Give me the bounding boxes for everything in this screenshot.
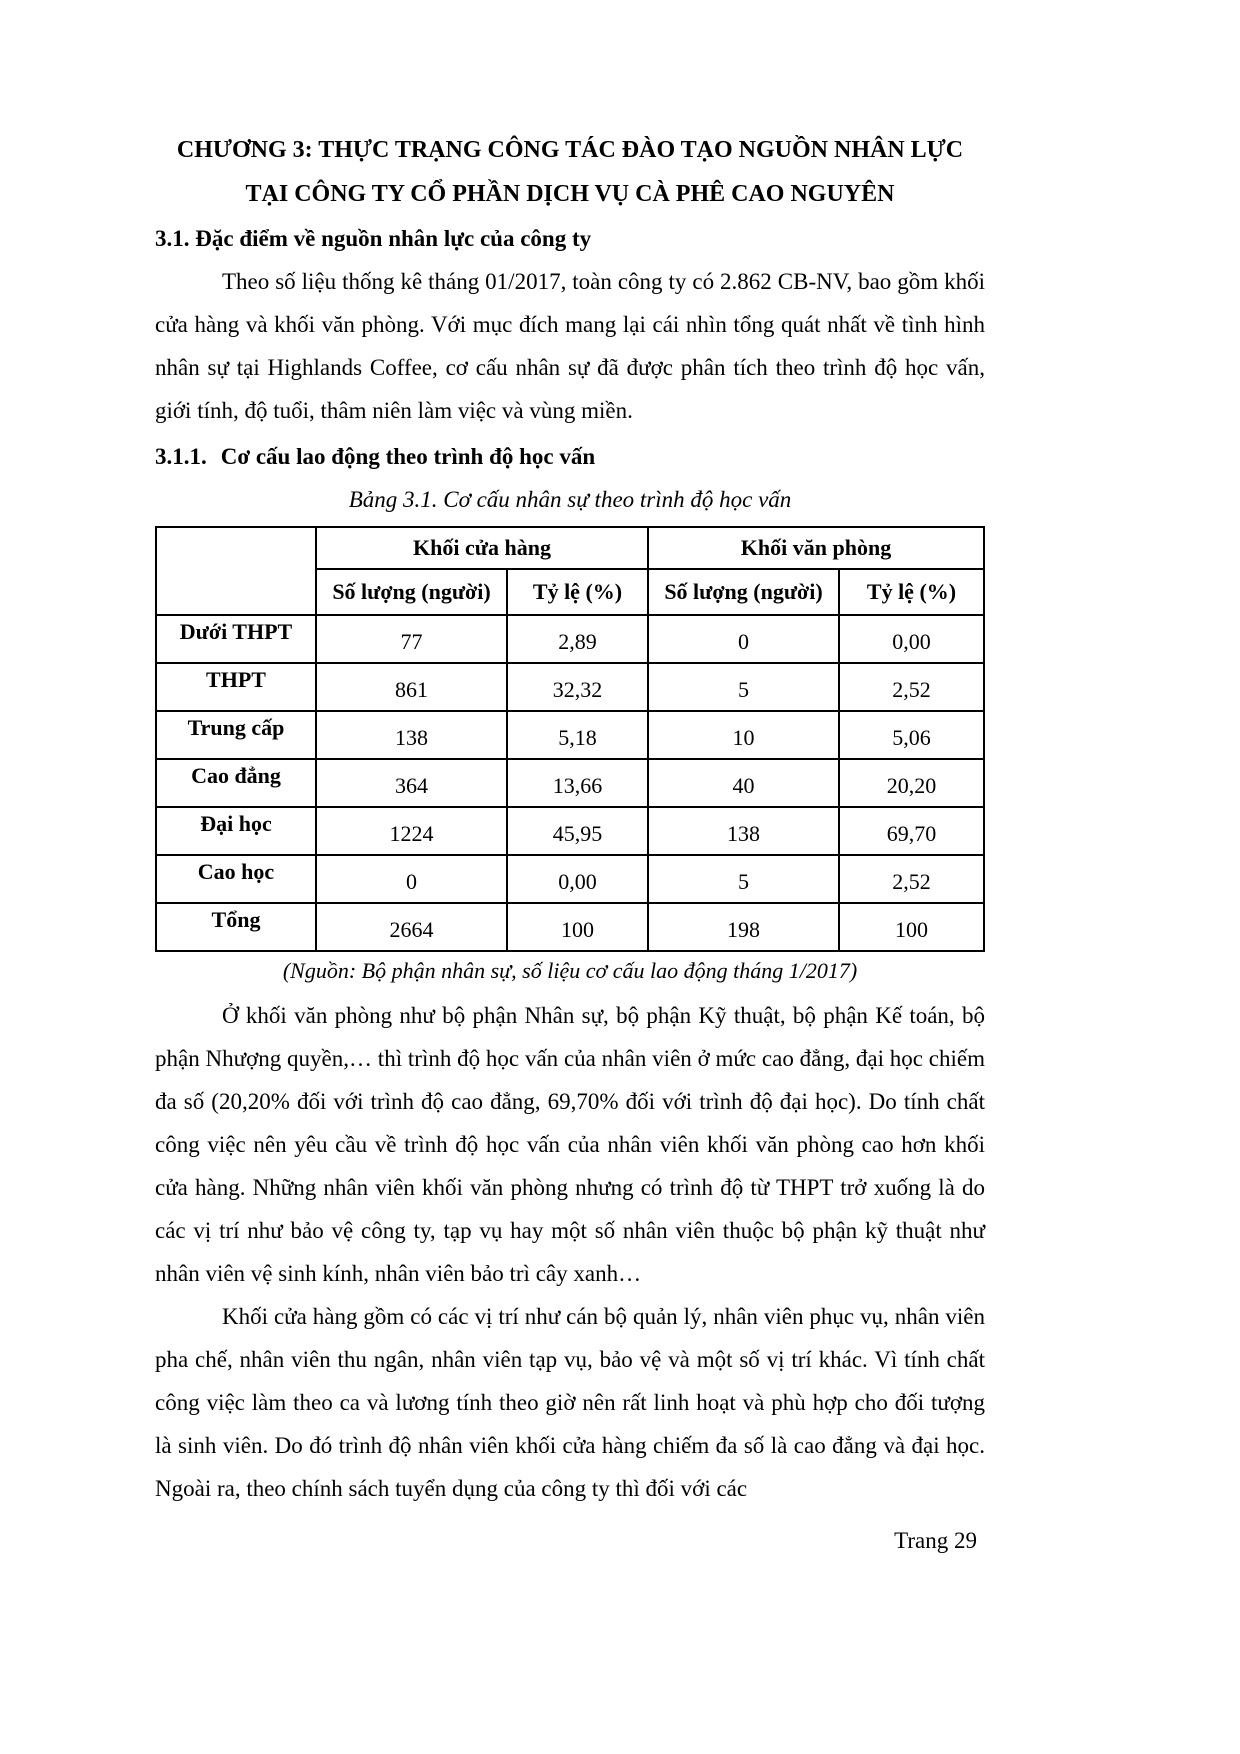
page-content [155,128,985,1554]
table-caption: Bảng 3.1. Cơ cấu nhân sự theo trình độ học vấn [348,487,792,512]
cell-value: 100 [507,903,648,951]
subsection-number: 3.1.1. [155,444,207,469]
cell-value: 32,32 [507,663,648,711]
col-header-office-count: Số lượng (người) [648,569,839,615]
cell-value: 69,70 [839,807,984,855]
table-source-note: (Nguồn: Bộ phận nhân sự, số liệu cơ cấu lao động tháng 1/2017) [282,958,858,983]
cell-value: 5,18 [507,711,648,759]
cell-value: 77 [316,615,507,663]
education-structure-table [155,526,985,952]
cell-value: 100 [839,903,984,951]
group-header-store: Khối cửa hàng [316,527,648,569]
cell-value: 0 [648,615,839,663]
table-row [156,855,984,903]
subsection-title: Cơ cấu lao động theo trình độ học vấn [220,444,596,469]
paragraph-3: Khối cửa hàng gồm có các vị trí như cán bộ quản lý, nhân viên phục vụ, nhân viên pha chế, nhân viên thu ngân, nhân viên tạp vụ, bảo vệ và một số vị trí khác. Vì tính chất công việc làm theo ca và lương tính theo giờ nên rất linh hoạt và phù hợp cho đối tượng là sinh viên. Do đó trình độ nhân viên khối cửa hàng chiếm đa số là cao đẳng và đại học. Ngoài ra, theo chính sách tuyển dụng của công ty thì đối với các [155,1304,985,1501]
table-corner-cell [156,527,316,615]
row-label: Dưới THPT [156,615,316,663]
cell-value: 5 [648,855,839,903]
cell-value: 0,00 [507,855,648,903]
table-row [156,807,984,855]
cell-value: 2,52 [839,663,984,711]
cell-value: 138 [648,807,839,855]
group-header-office: Khối văn phòng [648,527,984,569]
cell-value: 10 [648,711,839,759]
cell-value: 5 [648,663,839,711]
page-number: Trang 29 [894,1528,977,1553]
cell-value: 138 [316,711,507,759]
cell-value: 40 [648,759,839,807]
row-label: Tổng [156,903,316,951]
row-label: Trung cấp [156,711,316,759]
cell-value: 364 [316,759,507,807]
cell-value: 2,52 [839,855,984,903]
table-row [156,711,984,759]
cell-value: 13,66 [507,759,648,807]
chapter-title-line-1: CHƯƠNG 3: THỰC TRẠNG CÔNG TÁC ĐÀO TẠO NGUỒN NHÂN LỰC [176,137,964,163]
row-label: Cao học [156,855,316,903]
row-label: THPT [156,663,316,711]
table-row [156,759,984,807]
table-group-header-row [156,527,984,569]
cell-value: 1224 [316,807,507,855]
row-label: Đại học [156,807,316,855]
cell-value: 2,89 [507,615,648,663]
paragraph-2: Ở khối văn phòng như bộ phận Nhân sự, bộ phận Kỹ thuật, bộ phận Kế toán, bộ phận Nhượng quyền,… thì trình độ học vấn của nhân viên ở mức cao đẳng, đại học chiếm đa số (20,20% đối với trình độ cao đẳng, 69,70% đối với trình độ đại học). Do tính chất công việc nên yêu cầu về trình độ học vấn của nhân viên khối văn phòng cao hơn khối cửa hàng. Những nhân viên khối văn phòng nhưng có trình độ từ THPT trở xuống là do các vị trí như bảo vệ công ty, tạp vụ hay một số nhân viên thuộc bộ phận kỹ thuật như nhân viên vệ sinh kính, nhân viên bảo trì cây xanh… [155,1003,985,1286]
cell-value: 198 [648,903,839,951]
cell-value: 20,20 [839,759,984,807]
section-heading: 3.1. Đặc điểm về nguồn nhân lực của công ty [155,226,592,251]
table-row [156,615,984,663]
paragraph-1: Theo số liệu thống kê tháng 01/2017, toàn công ty có 2.862 CB-NV, bao gồm khối cửa hàng và khối văn phòng. Với mục đích mang lại cái nhìn tổng quát nhất về tình hình nhân sự tại Highlands Coffee, cơ cấu nhân sự đã được phân tích theo trình độ học vấn, giới tính, độ tuổi, thâm niên làm việc và vùng miền. [155,269,985,423]
col-header-store-count: Số lượng (người) [316,569,507,615]
cell-value: 5,06 [839,711,984,759]
table-row [156,663,984,711]
table-row-total [156,903,984,951]
cell-value: 861 [316,663,507,711]
row-label: Cao đẳng [156,759,316,807]
cell-value: 45,95 [507,807,648,855]
chapter-title-line-2: TẠI CÔNG TY CỔ PHẦN DỊCH VỤ CÀ PHÊ CAO NGUYÊN [245,181,895,207]
subsection-heading [155,436,985,478]
chapter-title [155,128,985,216]
col-header-office-percent: Tỷ lệ (%) [839,569,984,615]
col-header-store-percent: Tỷ lệ (%) [507,569,648,615]
cell-value: 0 [316,855,507,903]
cell-value: 0,00 [839,615,984,663]
cell-value: 2664 [316,903,507,951]
